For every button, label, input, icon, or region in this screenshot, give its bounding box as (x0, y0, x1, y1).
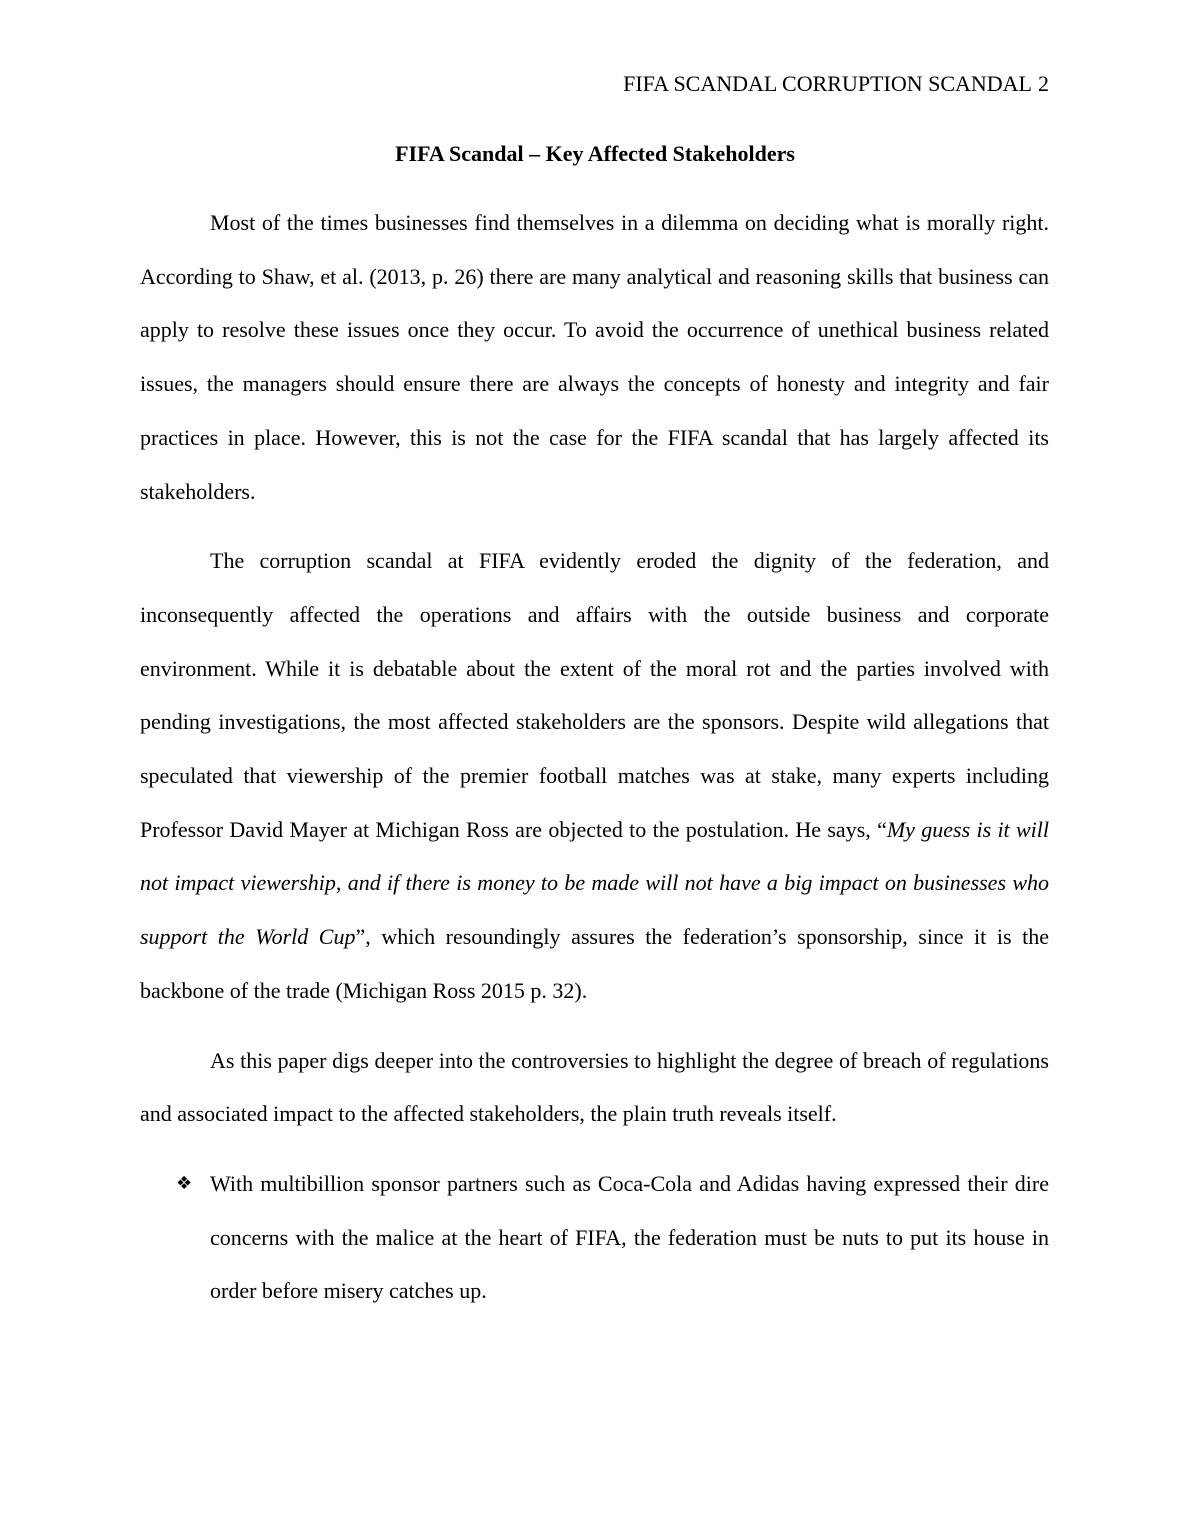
bullet-item-text: With multibillion sponsor partners such as Coca-Cola and Adidas having expressed their dire concerns with the malice at the heart of FIFA, the federation must be nuts to put its house in order before misery catches up. (210, 1170, 1049, 1304)
document-title: FIFA Scandal – Key Affected Stakeholders (395, 141, 795, 166)
diamond-bullet-icon: ❖ (176, 1172, 193, 1194)
paragraph-2-quote: My guess is it will not impact viewership, and if there is money to be made will not have a big impact on businesses who support the World Cup (140, 816, 1049, 950)
paragraph-2-text-before-quote: The corruption scandal at FIFA evidently eroded the dignity of the federation, and inconsequently affected the operations and affairs with the outside business and corporate environment. While it is debatable about the extent of the moral rot and the parties involved with pending investigations, the most affected stakeholders are the sponsors. Despite wild allegations that speculated that viewership of the premier football matches was at stake, many experts including Professor David Mayer at Michigan Ross are objected to the postulation. He says, “ (140, 548, 1049, 842)
running-head-title: FIFA SCANDAL CORRUPTION SCANDAL (623, 71, 1032, 96)
page-number: 2 (1038, 71, 1049, 96)
paragraph-3: As this paper digs deeper into the controversies to highlight the degree of breach of regulations and associated impact to the affected stakeholders, the plain truth reveals itself. (140, 1047, 1049, 1127)
paragraph-1: Most of the times businesses find themselves in a dilemma on deciding what is morally right. According to Shaw, et al. (2013, p. 26) there are many analytical and reasoning skills that business can apply to resolve these issues once they occur. To avoid the occurrence of unethical business related issues, the managers should ensure there are always the concepts of honesty and integrity and fair practices in place. However, this is not the case for the FIFA scandal that has largely affected its stakeholders. (140, 210, 1049, 504)
paragraph-2 (140, 534, 1049, 1017)
document-body (140, 196, 1049, 1318)
paragraph-2-text-after-quote: ”, which resoundingly assures the federation’s sponsorship, since it is the backbone of the trade (Michigan Ross 2015 p. 32). (140, 924, 1049, 1003)
running-head (623, 70, 1049, 98)
bullet-item (140, 1157, 1049, 1318)
